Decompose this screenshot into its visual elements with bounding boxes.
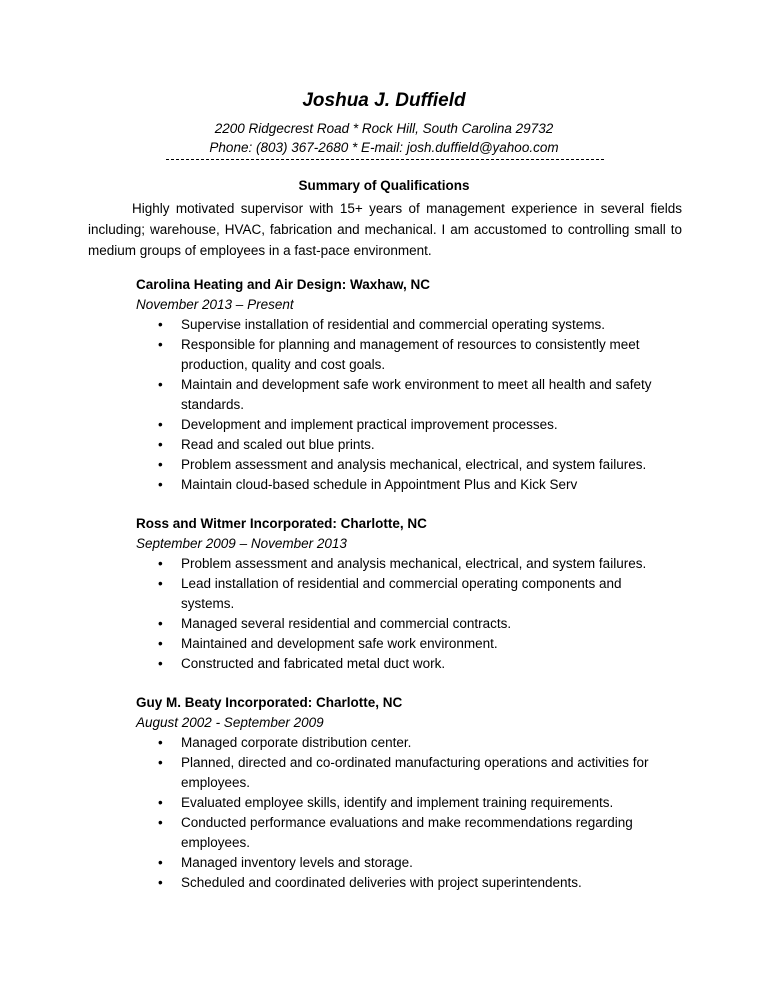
header-divider	[166, 159, 604, 161]
job-duty-item: • Maintained and development safe work environment.	[136, 634, 676, 654]
job-duties-list	[136, 733, 676, 893]
job-company: Ross and Witmer Incorporated: Charlotte, NC	[136, 516, 427, 531]
job-entry	[136, 275, 676, 495]
job-duty-item: • Conducted performance evaluations and make recommendations regarding employees.	[136, 813, 676, 853]
job-duty-item: • Managed corporate distribution center.	[136, 733, 676, 753]
job-duties-list	[136, 554, 676, 674]
job-duty-item: • Managed several residential and commercial contracts.	[136, 614, 676, 634]
job-duty-item: • Read and scaled out blue prints.	[136, 435, 676, 455]
job-duty-item: • Problem assessment and analysis mechanical, electrical, and system failures.	[136, 455, 676, 475]
job-duty-item: • Managed inventory levels and storage.	[136, 853, 676, 873]
job-duties-list	[136, 315, 676, 495]
job-duty-item: • Lead installation of residential and commercial operating components and systems.	[136, 574, 676, 614]
job-entry	[136, 693, 676, 893]
address-line: 2200 Ridgecrest Road * Rock Hill, South Carolina 29732	[214, 121, 554, 136]
job-duty-item: • Supervise installation of residential and commercial operating systems.	[136, 315, 676, 335]
summary-heading: Summary of Qualifications	[298, 178, 470, 193]
job-duty-item: • Evaluated employee skills, identify and implement training requirements.	[136, 793, 676, 813]
job-dates: November 2013 – Present	[136, 297, 294, 312]
phone-email-line: Phone: (803) 367-2680 * E-mail: josh.duffield@yahoo.com	[209, 140, 559, 155]
job-company: Carolina Heating and Air Design: Waxhaw, NC	[136, 277, 431, 292]
job-duty-item: • Constructed and fabricated metal duct work.	[136, 654, 676, 674]
summary-paragraph: Highly motivated supervisor with 15+ years of management experience in several fields including; warehouse, HVAC, fabrication and mechanical. I am accustomed to controlling small to medium groups of employees in a fast-pace environment.	[88, 201, 682, 258]
job-duty-item: • Responsible for planning and management of resources to consistently meet production, quality and cost goals.	[136, 335, 676, 375]
job-entry	[136, 514, 676, 674]
job-duty-item: • Maintain and development safe work environment to meet all health and safety standards.	[136, 375, 676, 415]
job-company: Guy M. Beaty Incorporated: Charlotte, NC	[136, 695, 403, 710]
job-duty-item: • Maintain cloud-based schedule in Appointment Plus and Kick Serv	[136, 475, 676, 495]
job-duty-item: • Planned, directed and co-ordinated manufacturing operations and activities for employees.	[136, 753, 676, 793]
job-duty-item: • Problem assessment and analysis mechanical, electrical, and system failures.	[136, 554, 676, 574]
job-duty-item: • Scheduled and coordinated deliveries with project superintendents.	[136, 873, 676, 893]
job-dates: August 2002 - September 2009	[136, 715, 324, 730]
job-duty-item: • Development and implement practical improvement processes.	[136, 415, 676, 435]
applicant-name: Joshua J. Duffield	[302, 90, 466, 111]
job-dates: September 2009 – November 2013	[136, 536, 347, 551]
